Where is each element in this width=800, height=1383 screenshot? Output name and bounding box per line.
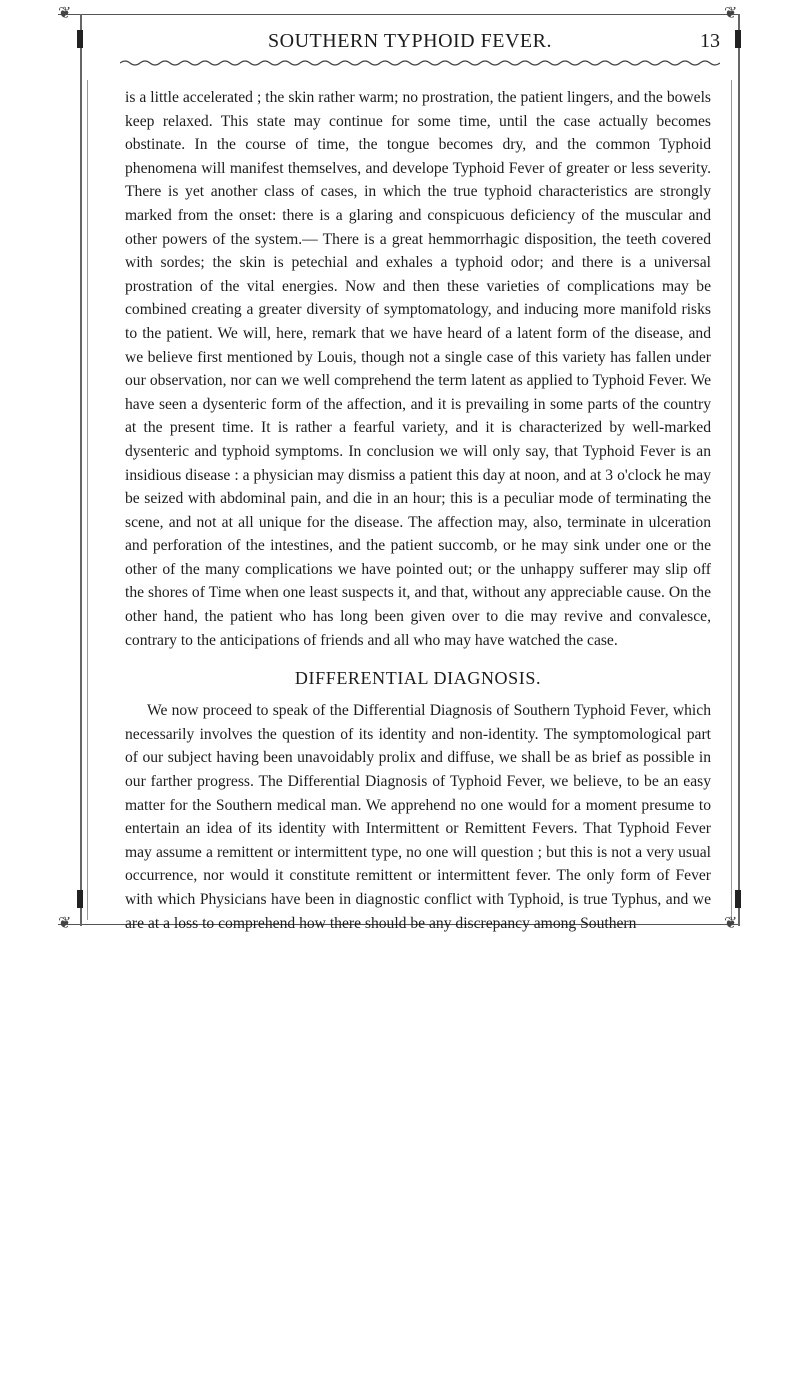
page-number: 13 [700,30,720,52]
paragraph: We now proceed to speak of the Differential Diagnosis of Southern Typhoid Fever, which necessarily involves the question of its identity and non-identity. The symptomological part of our subject having been unavoidably prolix and diffuse, we shall be as brief as possible in our farther progress. The Differential Diagnosis of Typhoid Fever, we believe, to be an easy matter for the Southern medical man. We apprehend no one would for a moment presume to entertain an idea of its identity with Intermittent or Remittent Fevers. That Typhoid Fever may assume a remittent or intermittent type, no one will question ; but this is not a very usual occurrence, nor would it constitute remittent or intermittent fever. The only form of Fever with which Physicians have been in diagnostic conflict with Typhoid, is true Typhus, and we are at a loss to comprehend how there should be any discrepancy among Southern [125,702,711,932]
corner-ornament-icon: ❦ [58,915,72,932]
corner-ornament-icon: ❦ [724,915,738,932]
frame-left-rule [80,14,82,926]
section-heading: DIFFERENTIAL DIAGNOSIS. [294,668,542,689]
running-head [90,30,730,56]
body-text [125,86,711,935]
border-mark [77,30,83,48]
border-mark [735,30,741,48]
wavy-rule-ornament [120,58,720,68]
paragraph: is a little accelerated ; the skin rather warm; no prostration, the patient lingers, and the bowels keep relaxed. This state may continue for some time, until the case actually becomes obstinate. In the course of time, the tongue becomes dry, and the common Typhoid phenomena will manifest themselves, and develope Typhoid Fever of greater or less severity. There is yet another class of cases, in which the true typhoid characteristics are strongly marked from the onset: there is a glaring and conspicuous deficiency of the muscular and other powers of the system.— There is a great hemmorrhagic disposition, the teeth covered with sordes; the skin is petechial and exhales a typhoid odor; and there is a universal prostration of the vital energies. Now and then these varieties of complications may be combined creating a greater diversity of symptomatology, and inducing more manifold risks to the patient. We will, here, remark that we have heard of a latent form of the disease, and we believe first mentioned by Louis, though not a single case of this variety has fallen under our observation, nor can we well comprehend the term latent as applied to Typhoid Fever. We have seen a dysenteric form of the affection, and it is prevailing in some parts of the country at the present time. It is rather a fearful variety, and it is characterized by well-marked dysenteric and typhoid symptoms. In conclusion we will only say, that Typhoid Fever is an insidious disease : a physician may dismiss a patient this day at noon, and at 3 o'clock he may be seized with abdominal pain, and die in an hour; this is a peculiar mode of terminating the scene, and not at all unique for the disease. The affection may, also, terminate in ulceration and perforation of the intestines, and the patient succomb, or he may sink under one or the other of the many complications we have pointed out; or the unhappy sufferer may slip off the shores of Time when one least suspects it, and that, without any appreciable cause. On the other hand, the patient who has long been given over to die may revive and convalesce, contrary to the anticipations of friends and all who may have watched the case. [125,89,711,649]
inner-left-rule [87,80,88,920]
inner-right-rule [731,80,732,920]
border-mark [735,890,741,908]
border-mark [77,890,83,908]
frame-top-rule [58,14,738,15]
corner-ornament-icon: ❦ [58,5,72,22]
running-title: SOUTHERN TYPHOID FEVER. [268,30,552,52]
frame-right-rule [738,14,740,926]
corner-ornament-icon: ❦ [724,5,738,22]
